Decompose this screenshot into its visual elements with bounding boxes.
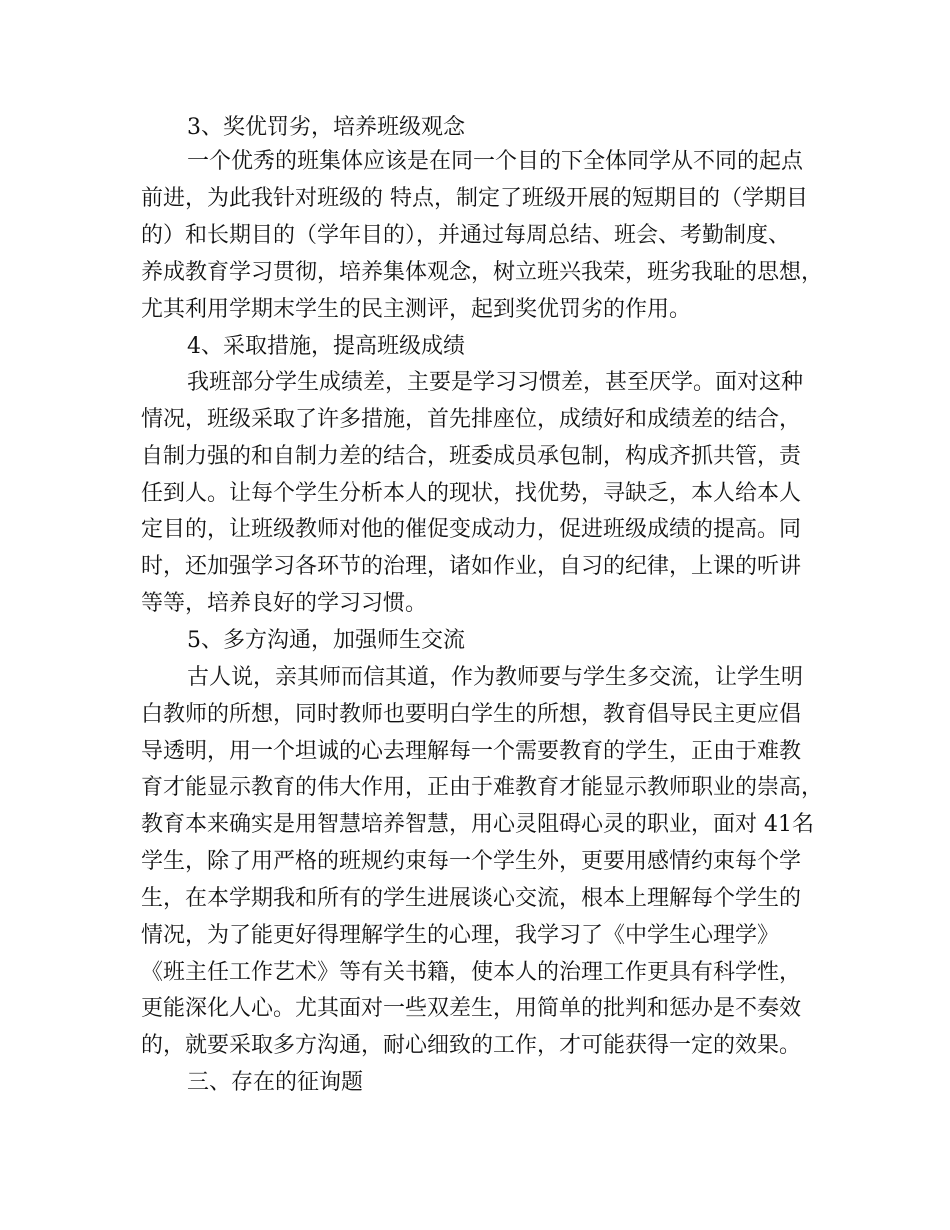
paragraph-line: 教育本来确实是用智慧培养智慧，用心灵阻碍心灵的职业，面对 41名 bbox=[141, 812, 814, 837]
heading-measures: 4、采取措施，提高班级成绩 bbox=[187, 334, 465, 359]
paragraph-line: 更能深化人心。尤其面对一些双差生，用简单的批判和惩办是不奏效 bbox=[141, 996, 802, 1021]
paragraph-line: 古人说，亲其师而信其道，作为教师要与学生多交流，让学生明 bbox=[187, 665, 804, 690]
paragraph-line: 情况，为了能更好得理解学生的心理，我学习了《中学生心理学》 bbox=[141, 923, 780, 948]
paragraph-line: 一个优秀的班集体应该是在同一个目的下全体同学从不同的起点 bbox=[187, 149, 804, 174]
paragraph-line: 前进，为此我针对班级的 特点，制定了班级开展的短期目的（学期目 bbox=[141, 186, 808, 211]
heading-reward-punish: 3、奖优罚劣，培养班级观念 bbox=[187, 115, 465, 140]
paragraph-line: 情况，班级采取了许多措施，首先排座位，成绩好和成绩差的结合， bbox=[141, 407, 802, 432]
paragraph-line: 导透明，用一个坦诚的心去理解每一个需要教育的学生，正由于难教 bbox=[141, 739, 802, 764]
paragraph-line: 《班主任工作艺术》等有关书籍，使本人的治理工作更具有科学性， bbox=[141, 960, 802, 985]
paragraph-line: 育才能显示教育的伟大作用，正由于难教育才能显示教师职业的崇高， bbox=[141, 775, 824, 800]
paragraph-line: 等等，培养良好的学习习惯。 bbox=[141, 591, 428, 616]
paragraph-line: 白教师的所想，同时教师也要明白学生的所想，教育倡导民主更应倡 bbox=[141, 702, 802, 727]
paragraph-line: 时，还加强学习各环节的治理，诸如作业，自习的纪律，上课的听讲 bbox=[141, 554, 802, 579]
paragraph-line: 生，在本学期我和所有的学生进展谈心交流，根本上理解每个学生的 bbox=[141, 886, 802, 911]
paragraph-line: 的，就要采取多方沟通，耐心细致的工作，才可能获得一定的效果。 bbox=[141, 1033, 802, 1058]
paragraph-line: 我班部分学生成绩差，主要是学习习惯差，甚至厌学。面对这种 bbox=[187, 370, 804, 395]
paragraph-line: 尤其利用学期末学生的民主测评，起到奖优罚劣的作用。 bbox=[141, 297, 692, 322]
paragraph-line: 的）和长期目的（学年目的），并通过每周总结、班会、考勤制度、 bbox=[141, 223, 791, 248]
heading-communication: 5、多方沟通，加强师生交流 bbox=[187, 628, 465, 653]
paragraph-line: 养成教育学习贯彻，培养集体观念，树立班兴我荣，班劣我耻的思想， bbox=[141, 260, 824, 285]
paragraph-line: 自制力强的和自制力差的结合，班委成员承包制，构成齐抓共管，责 bbox=[141, 444, 802, 469]
paragraph-line: 学生，除了用严格的班规约束每一个学生外，更要用感情约束每个学 bbox=[141, 849, 802, 874]
paragraph-line: 任到人。让每个学生分析本人的现状，找优势，寻缺乏，本人给本人 bbox=[141, 481, 802, 506]
paragraph-line: 定目的，让班级教师对他的催促变成动力，促进班级成绩的提高。同 bbox=[141, 517, 802, 542]
section-heading-problems: 三、存在的征询题 bbox=[187, 1070, 364, 1095]
